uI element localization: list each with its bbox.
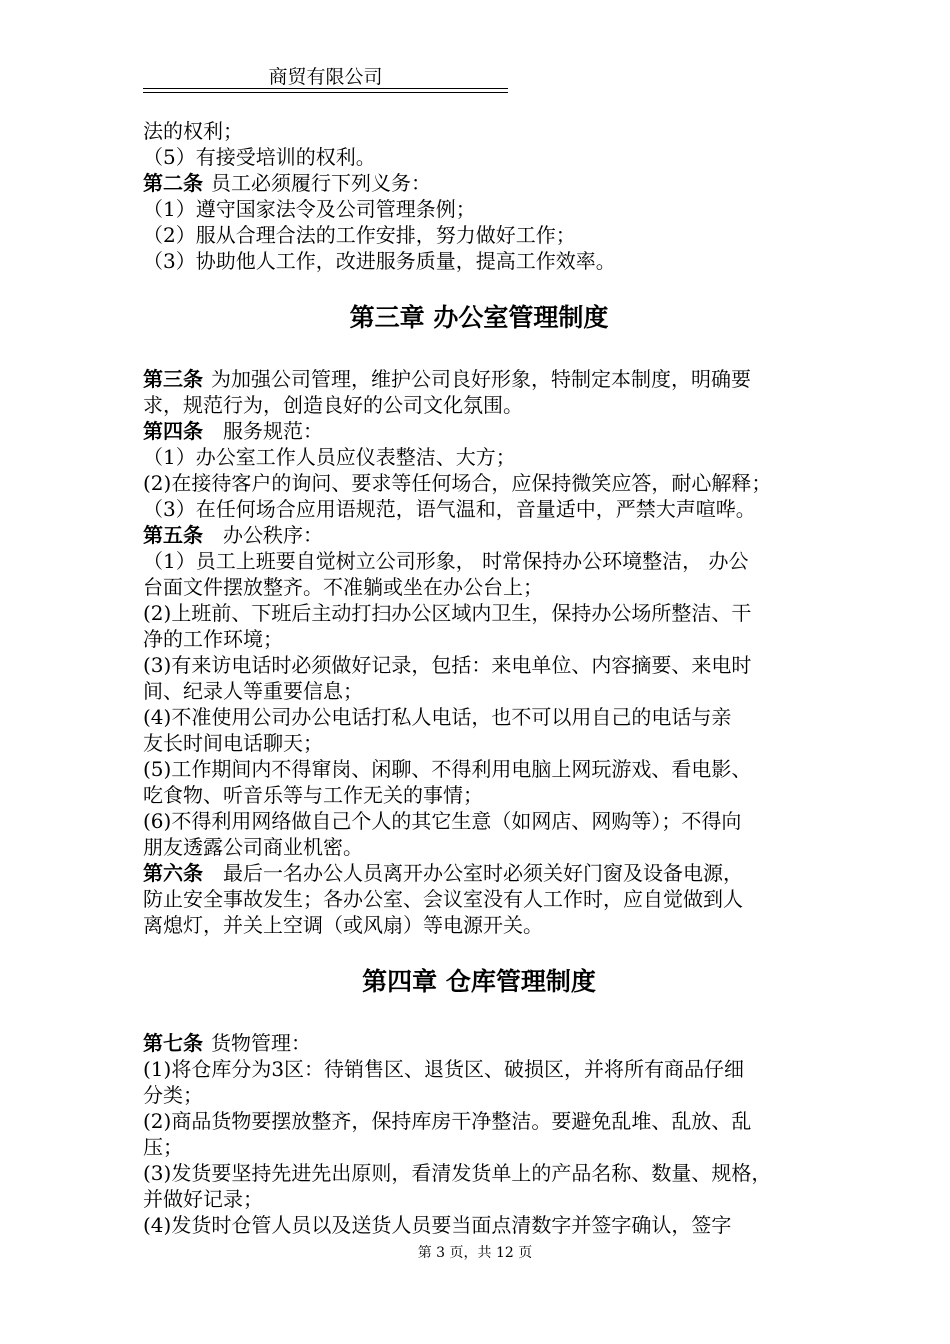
document-body	[143, 118, 815, 1238]
list-item: （1）遵守国家法令及公司管理条例；	[143, 197, 476, 221]
body-line: 防止安全事故发生；各办公室、会议室没有人工作时，应自觉做到人	[143, 887, 743, 911]
list-item: 净的工作环境；	[143, 627, 283, 651]
article-text: 服务规范：	[223, 419, 323, 443]
article-label: 第七条	[143, 1031, 203, 1055]
list-item: （3）在任何场合应用语规范，语气温和，音量适中，严禁大声喧哗。	[143, 497, 756, 521]
list-item: (2)商品货物要摆放整齐，保持库房干净整洁。要避免乱堆、乱放、乱	[143, 1109, 752, 1133]
header-rule-thin	[143, 92, 508, 93]
body-line: 法的权利；	[143, 119, 243, 143]
list-item: 友长时间电话聊天；	[143, 731, 323, 755]
article-text: 办公秩序：	[223, 523, 323, 547]
article-4	[143, 418, 815, 444]
list-item: （3）协助他人工作，改进服务质量，提高工作效率。	[143, 249, 616, 273]
article-text: 货物管理：	[211, 1031, 311, 1055]
article-label: 第二条	[143, 171, 203, 195]
list-item: (5)工作期间内不得窜岗、闲聊、不得利用电脑上网玩游戏、看电影、	[143, 757, 752, 781]
list-item: (2)上班前、下班后主动打扫办公区域内卫生，保持办公场所整洁、干	[143, 601, 752, 625]
article-7	[143, 1030, 815, 1056]
list-item: （1）员工上班要自觉树立公司形象， 时常保持办公环境整洁， 办公	[143, 549, 749, 573]
chapter-heading: 第四章 仓库管理制度	[362, 967, 596, 996]
body-line: （5）有接受培训的权利。	[143, 145, 376, 169]
article-label: 第六条	[143, 861, 203, 885]
list-item: 压；	[143, 1135, 183, 1159]
header-rule	[143, 88, 508, 89]
body-line: 离熄灯，并关上空调（或风扇）等电源开关。	[143, 913, 543, 937]
page-footer: 第 3 页，共 12 页	[417, 1245, 533, 1261]
list-item: (2)在接待客户的询问、要求等任何场合，应保持微笑应答，耐心解释；	[143, 471, 772, 495]
list-item: (3)有来访电话时必须做好记录，包括：来电单位、内容摘要、来电时	[143, 653, 752, 677]
list-item: 朋友透露公司商业机密。	[143, 835, 363, 859]
list-item: （1）办公室工作人员应仪表整洁、大方；	[143, 445, 516, 469]
list-item: （2）服从合理合法的工作安排，努力做好工作；	[143, 223, 576, 247]
article-2	[143, 170, 815, 196]
list-item: (6)不得利用网络做自己个人的其它生意（如网店、网购等）；不得向	[143, 809, 742, 833]
page-header: 商贸有限公司	[268, 67, 383, 88]
body-line: 求，规范行为，创造良好的公司文化氛围。	[143, 393, 523, 417]
list-item: (4)发货时仓管人员以及送货人员要当面点清数字并签字确认，签字	[143, 1213, 732, 1237]
list-item: 台面文件摆放整齐。不准躺或坐在办公台上；	[143, 575, 543, 599]
article-label: 第四条	[143, 419, 203, 443]
article-label: 第五条	[143, 523, 203, 547]
article-5	[143, 522, 815, 548]
list-item: 分类；	[143, 1083, 203, 1107]
article-label: 第三条	[143, 367, 203, 391]
article-6	[143, 860, 815, 886]
list-item: (1)将仓库分为3区：待销售区、退货区、破损区，并将所有商品仔细	[143, 1057, 745, 1081]
article-text: 最后一名办公人员离开办公室时必须关好门窗及设备电源，	[223, 861, 743, 885]
chapter-heading: 第三章 办公室管理制度	[349, 303, 609, 332]
list-item: (3)发货要坚持先进先出原则，看清发货单上的产品名称、数量、规格，	[143, 1161, 772, 1185]
list-item: (4)不准使用公司办公电话打私人电话，也不可以用自己的电话与亲	[143, 705, 732, 729]
list-item: 间、纪录人等重要信息；	[143, 679, 363, 703]
list-item: 并做好记录；	[143, 1187, 263, 1211]
list-item: 吃食物、听音乐等与工作无关的事情；	[143, 783, 483, 807]
article-3	[143, 366, 815, 392]
article-text: 为加强公司管理，维护公司良好形象，特制定本制度，明确要	[211, 367, 751, 391]
article-text: 员工必须履行下列义务：	[211, 171, 431, 195]
